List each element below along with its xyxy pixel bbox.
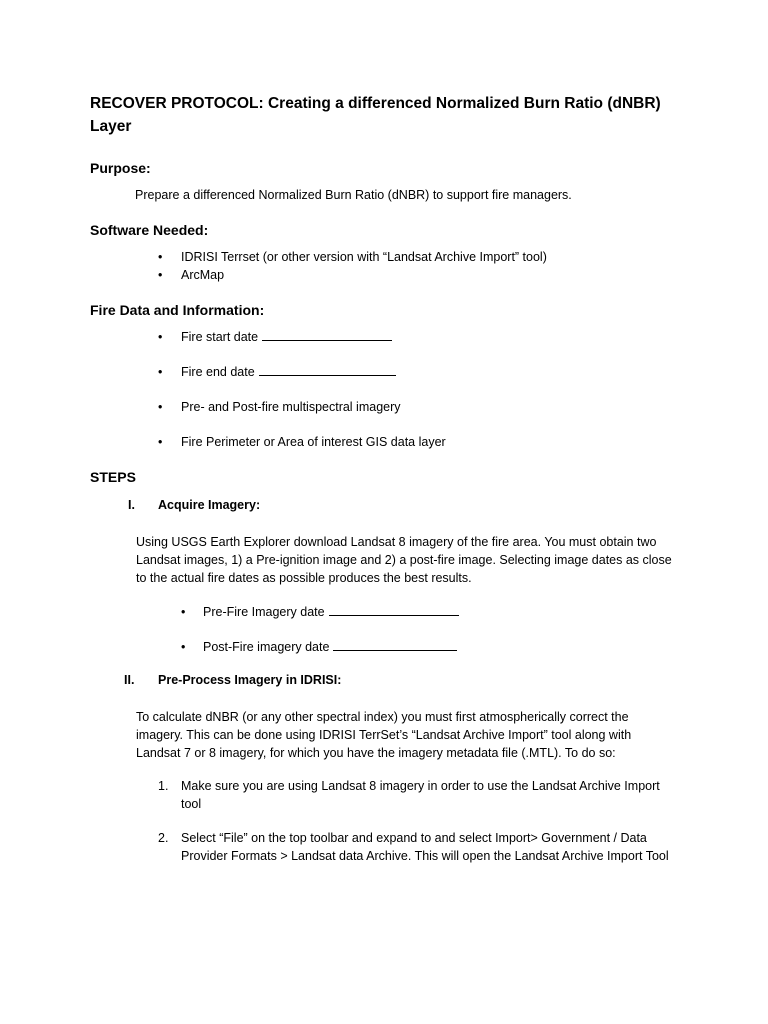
fire-perimeter-item: Fire Perimeter or Area of interest GIS data layer (181, 435, 446, 449)
step-1-paragraph (136, 533, 672, 587)
step-1-heading: Acquire Imagery: (158, 498, 261, 512)
fire-start-date-label: Fire start date (181, 330, 259, 344)
prefire-bullet: • (181, 605, 186, 619)
numbered-item-1 (181, 777, 660, 813)
numbered-item-2 (181, 829, 669, 865)
prefire-imagery-blank (329, 603, 459, 616)
step-2-numeral: II. (124, 673, 135, 687)
title-line-2: Layer (90, 118, 132, 135)
prefire-imagery-label: Pre-Fire Imagery date (203, 605, 325, 619)
software-item-1: IDRISI Terrset (or other version with “Landsat Archive Import” tool) (181, 250, 547, 264)
steps-heading: STEPS (90, 469, 136, 485)
fire-data-heading: Fire Data and Information: (90, 302, 265, 318)
document-title (90, 92, 661, 138)
step-1-para-line-1: Using USGS Earth Explorer download Landsat 8 imagery of the fire area. You must obtain two (136, 535, 657, 549)
step-2-para-line-3: Landsat 7 or 8 imagery, for which you have the imagery metadata file (.MTL). To do so: (136, 746, 616, 760)
step-1-numeral: I. (128, 498, 135, 512)
fire-bullet-1: • (158, 330, 163, 344)
title-line-1: RECOVER PROTOCOL: Creating a differenced Normalized Burn Ratio (dNBR) (90, 95, 661, 112)
postfire-imagery-item (203, 638, 457, 656)
numbered-item-2-line-1: Select “File” on the top toolbar and expand to and select Import> Government / Data (181, 831, 647, 845)
purpose-heading: Purpose: (90, 160, 151, 176)
numbered-item-2-num: 2. (158, 831, 169, 845)
step-2-paragraph (136, 708, 631, 762)
software-bullet-1: • (158, 250, 163, 264)
numbered-item-1-line-2: tool (181, 797, 202, 811)
step-2-para-line-2: imagery. This can be done using IDRISI TerrSet’s “Landsat Archive Import” tool along with (136, 728, 632, 742)
fire-end-date-label: Fire end date (181, 365, 255, 379)
numbered-item-1-line-1: Make sure you are using Landsat 8 imagery in order to use the Landsat Archive Import (181, 779, 660, 793)
postfire-imagery-label: Post-Fire imagery date (203, 640, 330, 654)
fire-start-date-blank (262, 328, 392, 341)
step-2-heading: Pre-Process Imagery in IDRISI: (158, 673, 342, 687)
fire-imagery-item: Pre- and Post-fire multispectral imagery (181, 400, 401, 414)
software-item-2: ArcMap (181, 268, 225, 282)
fire-end-date-blank (259, 363, 396, 376)
numbered-item-1-num: 1. (158, 779, 169, 793)
numbered-item-2-line-2: Provider Formats > Landsat data Archive. This will open the Landsat Archive Import Tool (181, 849, 669, 863)
fire-end-date-item (181, 363, 396, 381)
fire-bullet-4: • (158, 435, 163, 449)
step-2-para-line-1: To calculate dNBR (or any other spectral index) you must first atmospherically correct the (136, 710, 629, 724)
postfire-bullet: • (181, 640, 186, 654)
step-1-para-line-3: to the actual fire dates as possible produces the best results. (136, 571, 472, 585)
software-bullet-2: • (158, 268, 163, 282)
fire-bullet-2: • (158, 365, 163, 379)
fire-start-date-item (181, 328, 392, 346)
prefire-imagery-item (203, 603, 459, 621)
postfire-imagery-blank (333, 638, 457, 651)
purpose-text: Prepare a differenced Normalized Burn Ratio (dNBR) to support fire managers. (135, 188, 572, 202)
software-heading: Software Needed: (90, 222, 209, 238)
step-1-para-line-2: Landsat images, 1) a Pre-ignition image and 2) a post-fire image. Selecting image dates as close (136, 553, 672, 567)
fire-bullet-3: • (158, 400, 163, 414)
